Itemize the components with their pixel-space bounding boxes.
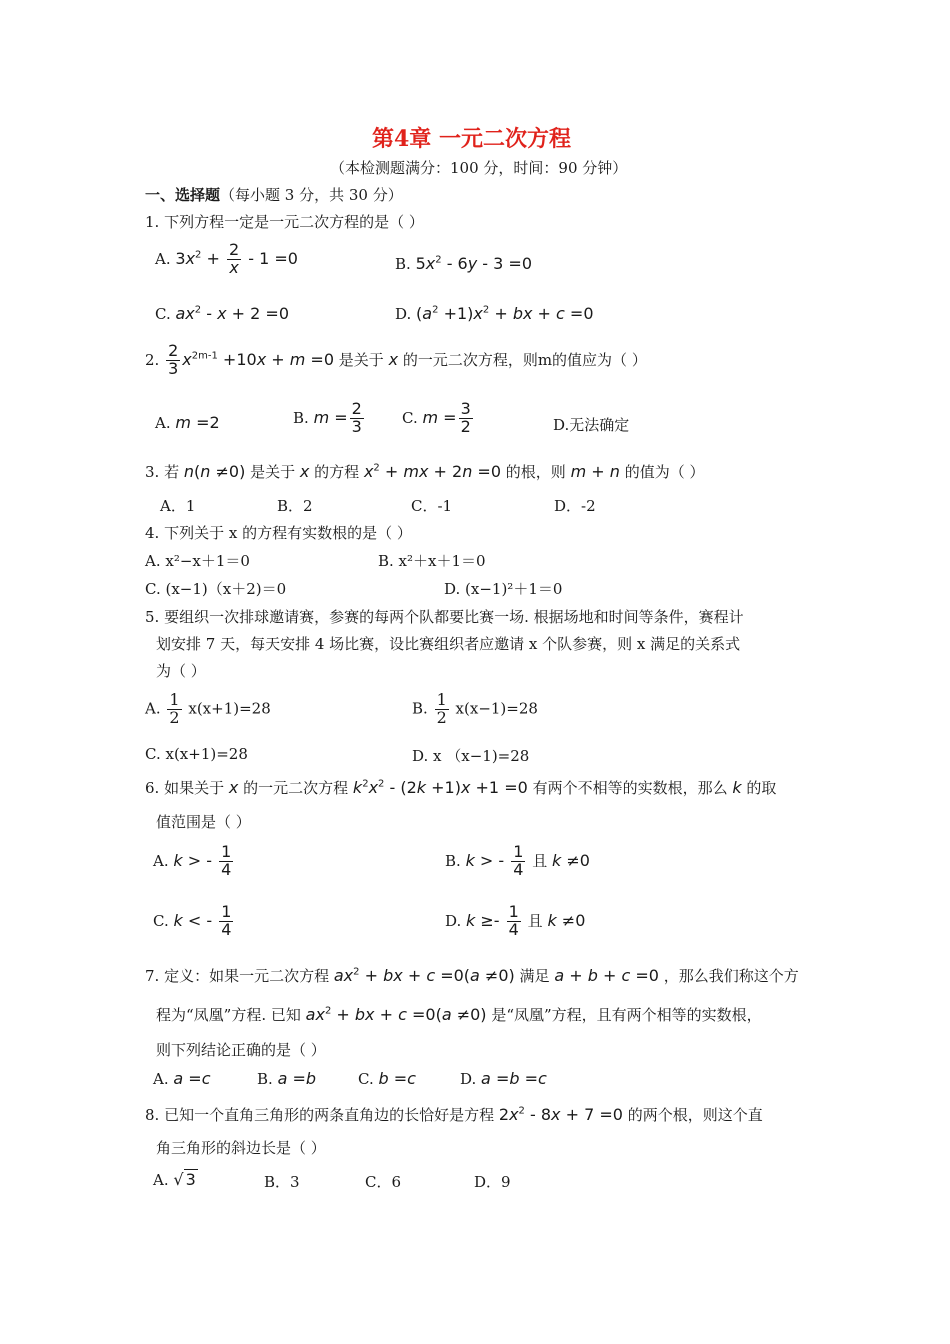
q6-b-cond: k ≠0	[552, 850, 590, 870]
q1-stem: 1. 下列方程一定是一元二次方程的是（ ）	[145, 213, 424, 231]
q1-d-label: D.	[395, 305, 412, 323]
q6-option-c	[153, 904, 235, 939]
q6-var: x	[228, 778, 239, 797]
q6-b-label: B.	[445, 851, 461, 870]
q7-text-pre: 7. 定义：如果一元二次方程	[145, 967, 330, 985]
q7-b-formula: a =b	[277, 1069, 317, 1088]
q8-a-label: A.	[153, 1171, 169, 1189]
q6-text-mid: 的一元二次方程	[243, 779, 349, 797]
q2-option-d: D.无法确定	[553, 416, 630, 434]
q6-a-label: A.	[153, 851, 169, 870]
q1-option-c	[155, 304, 289, 323]
q8-option-d: D．9	[474, 1173, 511, 1191]
q6-k: k	[732, 778, 742, 797]
q6-option-a	[153, 844, 235, 879]
q5-line-2: 划安排 7 天，每天安排 4 场比赛，设比赛组织者应邀请 x 个队参赛，则 x 满足的关系式	[156, 635, 741, 653]
q2-var: x	[388, 349, 399, 369]
q7-a-formula: a =c	[173, 1069, 211, 1088]
q7-l2-pre: 程为“凤凰”方程. 已知	[156, 1006, 301, 1024]
q3-option-d: D．-2	[554, 497, 596, 515]
q3-option-a: A．1	[160, 497, 196, 515]
q2-formula: $\frac{2}{3}$ $x^{2m-1} +10x + m =0$	[168, 341, 334, 378]
q2-c-formula: m = $\frac{3}{2}$	[422, 399, 471, 436]
q3-formula-sum: m + n	[570, 462, 620, 481]
q3-text-tail: 的值为（ ）	[624, 463, 705, 481]
q5-a-label: A.	[145, 699, 161, 718]
q2-option-b	[293, 401, 366, 436]
q8-a-sqrt: √ 3	[173, 1170, 196, 1189]
q7-c-formula: b =c	[378, 1069, 416, 1088]
q7-option-b	[257, 1069, 316, 1088]
q1-b-label: B.	[395, 255, 411, 273]
q4-option-d: D. (x−1)²＋1＝0	[444, 580, 563, 598]
q1-c-formula: $ax^2 - x + 2 =0$	[175, 304, 290, 323]
q3-text-mid3: 的根，则	[505, 463, 566, 481]
q6-line-2: 值范围是（ ）	[156, 813, 251, 831]
q7-line-3: 则下列结论正确的是（ ）	[156, 1041, 326, 1059]
q2-option-a	[155, 413, 220, 432]
q6-c-formula: k < - $\frac{1}{4}$	[173, 902, 232, 939]
q7-a-label: A.	[153, 1070, 169, 1088]
q1-d-formula: $(a^2 +1)x^2$ + bx + c =0	[416, 304, 594, 323]
q1-a-formula: $3x^2$ + $\frac{2}{x}$ - 1 =0	[175, 240, 298, 277]
q5-option-d: D. x （x−1)=28	[412, 747, 530, 765]
page-subtitle: （本检测题满分：100 分，时间：90 分钟）	[330, 159, 628, 177]
q3-formula-n: n(n ≠0)	[183, 462, 246, 481]
q5-line-1: 5. 要组织一次排球邀请赛，参赛的每两个队都要比赛一场. 根据场地和时间等条件，赛程计	[145, 608, 744, 626]
q5-option-c: C. x(x+1)=28	[145, 745, 248, 763]
q6-option-b	[445, 844, 590, 879]
q6-d-and: 且	[527, 911, 543, 930]
q2-b-label: B.	[293, 408, 309, 427]
q7-l2-tail: 是“凤凰”方程，且有两个相等的实数根，	[491, 1006, 762, 1024]
q6-b-and: 且	[532, 851, 548, 870]
q8-option-b: B．3	[264, 1173, 300, 1191]
q8-formula: $2x^2 - 8x + 7 =0$	[498, 1105, 623, 1124]
q8-option-c: C．6	[365, 1173, 402, 1191]
q3-option-b: B．2	[277, 497, 313, 515]
q6-formula: $k^2x^2 - (2k +1)x +1 =0$	[352, 778, 528, 797]
q3-stem	[145, 461, 704, 482]
q1-option-a	[155, 242, 298, 277]
page-title: 第4章 一元二次方程	[372, 126, 571, 152]
q7-option-c	[358, 1069, 416, 1088]
q4-option-c: C. (x−1)（x＋2)＝0	[145, 580, 287, 598]
q8-text-pre: 8. 已知一个直角三角形的两条直角边的长恰好是方程	[145, 1106, 495, 1124]
q1-option-d	[395, 304, 594, 323]
q7-d-label: D.	[460, 1070, 477, 1088]
q5-a-tail: x(x+1)=28	[188, 699, 271, 718]
q2-text-tail: 的一元二次方程，则m的值应为（ ）	[402, 350, 647, 369]
q4-option-a: A. x²−x＋1＝0	[145, 552, 250, 570]
q6-text-tail: 有两个不相等的实数根，那么	[532, 779, 728, 797]
q5-option-a	[145, 692, 271, 727]
q1-b-formula: $5x^2 - 6y - 3 =0$	[415, 254, 532, 273]
q7-text-tail: ，那么我们称这个方	[663, 967, 799, 985]
q3-text-mid2: 的方程	[314, 463, 360, 481]
q8-text-tail: 的两个根，则这个直	[627, 1106, 763, 1124]
q4-stem: 4. 下列关于 x 的方程有实数根的是（ ）	[145, 524, 412, 542]
q2-text-mid: 是关于	[338, 350, 384, 369]
q3-text-pre: 3. 若	[145, 463, 180, 481]
q1-c-label: C.	[155, 305, 171, 323]
q3-text-mid: 是关于	[250, 463, 296, 481]
q2-b-formula: m = $\frac{2}{3}$	[313, 399, 362, 436]
q8-stem	[145, 1104, 763, 1125]
q3-formula-eq: $x^2$ + mx + 2n =0	[363, 462, 502, 481]
q1-a-label: A.	[155, 249, 171, 268]
q2-a-label: A.	[155, 414, 171, 432]
q2-a-formula: m =2	[175, 413, 220, 432]
q6-a-formula: k > - $\frac{1}{4}$	[173, 842, 232, 879]
q7-l2-formula: $ax^2$ + bx + c =0(a ≠0)	[305, 1005, 487, 1024]
q5-a-fraction: $\frac{1}{2}$	[169, 690, 180, 727]
q3-var: x	[299, 462, 310, 481]
q7-d-formula: a =b =c	[481, 1069, 547, 1088]
q6-b-formula: k > - $\frac{1}{4}$	[465, 842, 524, 879]
q6-option-d	[445, 904, 585, 939]
q3-option-c: C．-1	[411, 497, 453, 515]
q6-text-tail2: 的取	[746, 779, 777, 797]
q4-option-b: B. x²＋x＋1＝0	[378, 552, 486, 570]
q7-formula-eq: $ax^2$ + bx + c =0(a ≠0)	[333, 966, 515, 985]
q7-text-mid: 满足	[519, 967, 550, 985]
q5-line-3: 为（ ）	[156, 662, 206, 680]
section-title: 一、选择题	[145, 186, 221, 204]
q6-d-formula: k ≥- $\frac{1}{4}$	[466, 902, 519, 939]
q6-stem	[145, 777, 776, 798]
q6-d-cond: k ≠0	[547, 910, 586, 930]
q2-number: 2.	[145, 350, 160, 369]
q2-c-label: C.	[402, 408, 418, 427]
q8-option-a	[153, 1170, 198, 1189]
q7-line-2	[156, 1004, 762, 1025]
q8-a-radicand: 3	[185, 1170, 196, 1189]
q1-option-b	[395, 254, 532, 273]
section-heading	[145, 184, 403, 205]
section-note: （每小题 3 分，共 30 分）	[220, 186, 403, 204]
q7-option-a	[153, 1069, 211, 1088]
q5-option-b	[412, 692, 538, 727]
q6-c-label: C.	[153, 911, 169, 930]
q6-d-label: D.	[445, 911, 462, 930]
q5-b-tail: x(x−1)=28	[455, 699, 538, 718]
q7-stem	[145, 965, 799, 986]
q2-stem	[145, 343, 647, 378]
q7-formula-cond: a + b + c =0	[554, 966, 659, 985]
q7-b-label: B.	[257, 1070, 273, 1088]
q5-b-fraction: $\frac{1}{2}$	[436, 690, 447, 727]
q8-line-2: 角三角形的斜边长是（ ）	[156, 1139, 326, 1157]
q6-text-pre: 6. 如果关于	[145, 779, 225, 797]
q2-option-c	[402, 401, 475, 436]
q7-c-label: C.	[358, 1070, 374, 1088]
q7-option-d	[460, 1069, 547, 1088]
q5-b-label: B.	[412, 699, 428, 718]
